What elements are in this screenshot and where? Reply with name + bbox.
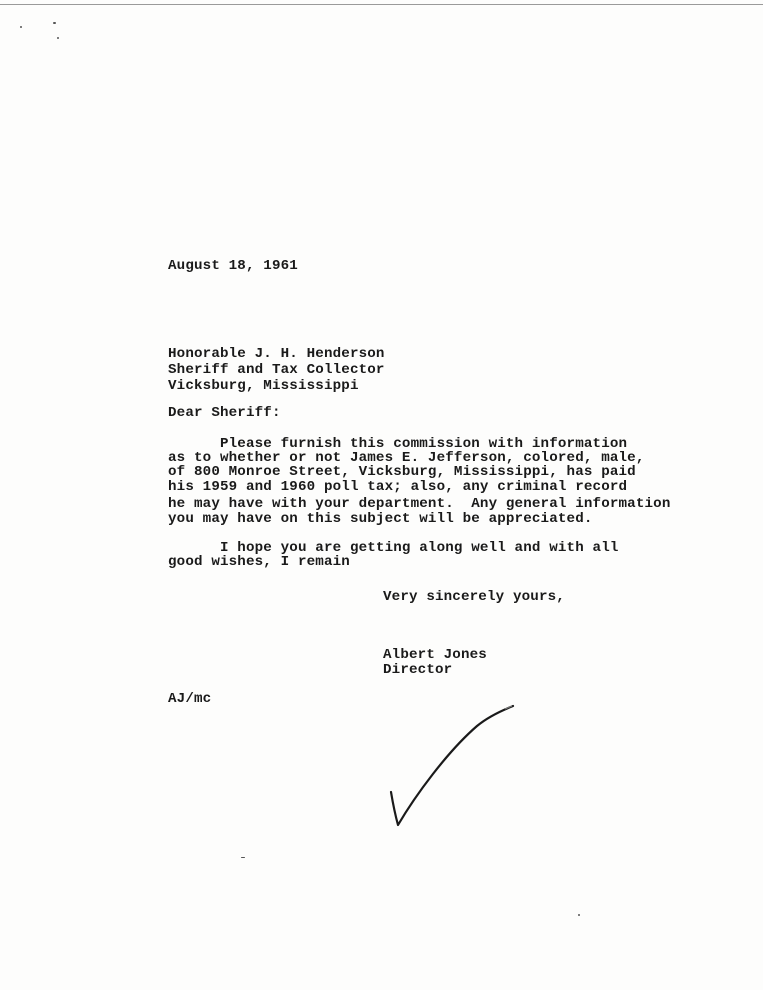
reference-initials: AJ/mc <box>168 691 212 707</box>
scan-speck <box>578 914 580 916</box>
salutation: Dear Sheriff: <box>168 405 281 421</box>
recipient-city: Vicksburg, Mississippi <box>168 378 359 394</box>
signer-title: Director <box>383 662 453 678</box>
body-paragraph-1-line: Please furnish this commission with information <box>168 436 628 452</box>
body-paragraph-2-line: I hope you are getting along well and with all <box>168 540 619 556</box>
recipient-title: Sheriff and Tax Collector <box>168 362 385 378</box>
scan-speck <box>241 857 245 858</box>
body-paragraph-2-line: good wishes, I remain <box>168 554 350 570</box>
scan-edge-rule <box>0 4 763 5</box>
letter-date: August 18, 1961 <box>168 258 298 274</box>
scan-speck <box>57 37 59 39</box>
recipient-name: Honorable J. H. Henderson <box>168 346 385 362</box>
scan-speck <box>53 22 56 24</box>
body-paragraph-1-line: his 1959 and 1960 poll tax; also, any criminal record <box>168 479 628 495</box>
complimentary-close: Very sincerely yours, <box>383 589 565 605</box>
body-paragraph-1-line: you may have on this subject will be appreciated. <box>168 511 593 527</box>
scan-speck <box>20 26 22 28</box>
body-paragraph-1-line: he may have with your department. Any general information <box>168 496 671 512</box>
checkmark-icon <box>385 700 525 835</box>
signer-name: Albert Jones <box>383 647 487 663</box>
body-paragraph-1-line: of 800 Monroe Street, Vicksburg, Mississippi, has paid <box>168 464 636 480</box>
body-paragraph-1-line: as to whether or not James E. Jefferson, colored, male, <box>168 450 645 466</box>
